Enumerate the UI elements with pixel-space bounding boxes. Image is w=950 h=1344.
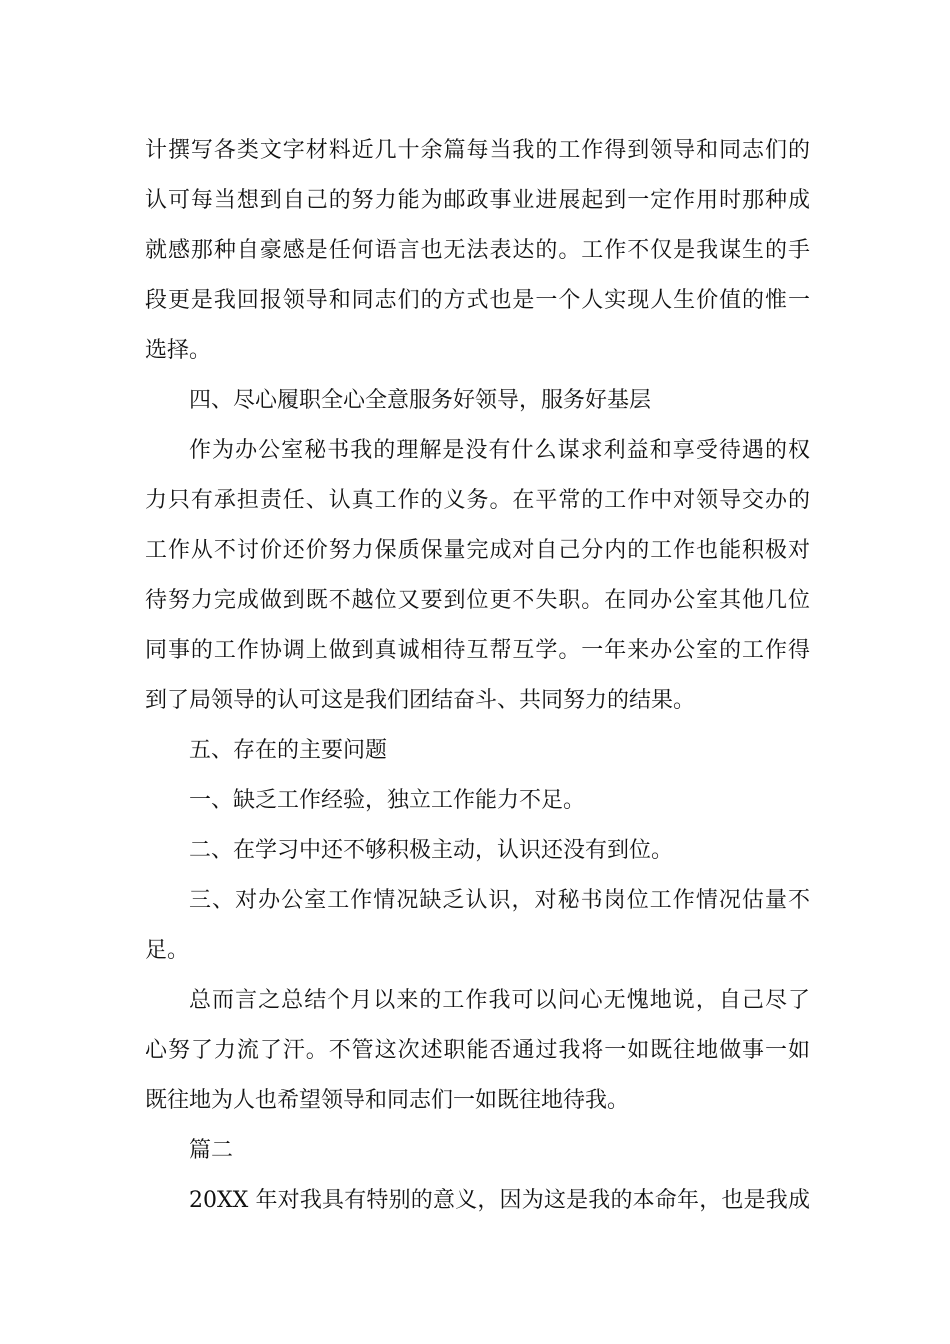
text-line: 足。 [145,938,190,963]
text-line: 就感那种自豪感是任何语言也无法表达的。工作不仅是我谋生的手 [145,238,810,263]
text-line: 力只有承担责任、认真工作的义务。在平常的工作中对领导交办的 [145,488,810,513]
text-line: 心努了力流了汗。不管这次述职能否通过我将一如既往地做事一如 [145,1038,810,1063]
text-line: 20XX 年对我具有特别的意义，因为这是我的本命年，也是我成 [189,1188,810,1213]
text-line: 计撰写各类文字材料近几十余篇每当我的工作得到领导和同志们的 [145,138,810,163]
text-line: 段更是我回报领导和同志们的方式也是一个人实现人生价值的惟一 [145,288,810,313]
text-line: 工作从不讨价还价努力保质保量完成对自己分内的工作也能积极对 [145,538,810,563]
text-line: 认可每当想到自己的努力能为邮政事业进展起到一定作用时那种成 [145,188,810,213]
section-heading: 五、存在的主要问题 [189,738,388,763]
text-line: 待努力完成做到既不越位又要到位更不失职。在同办公室其他几位 [145,588,810,613]
text-line: 既往地为人也希望领导和同志们一如既往地待我。 [145,1088,630,1113]
list-item: 二、在学习中还不够积极主动，认识还没有到位。 [189,838,674,863]
text-line: 总而言之总结个月以来的工作我可以问心无愧地说，自己尽了 [189,988,810,1013]
list-item: 一、缺乏工作经验，独立工作能力不足。 [189,788,586,813]
text-line: 同事的工作协调上做到真诚相待互帮互学。一年来办公室的工作得 [145,638,810,663]
section-heading: 篇二 [189,1138,234,1163]
list-item: 三、对办公室工作情况缺乏认识，对秘书岗位工作情况估量不 [189,888,810,913]
document-body [145,126,810,1226]
section-heading: 四、尽心履职全心全意服务好领导，服务好基层 [189,388,652,413]
text-line: 到了局领导的认可这是我们团结奋斗、共同努力的结果。 [145,688,696,713]
text-line: 作为办公室秘书我的理解是没有什么谋求利益和享受待遇的权 [189,438,810,463]
text-line: 选择。 [145,338,212,363]
